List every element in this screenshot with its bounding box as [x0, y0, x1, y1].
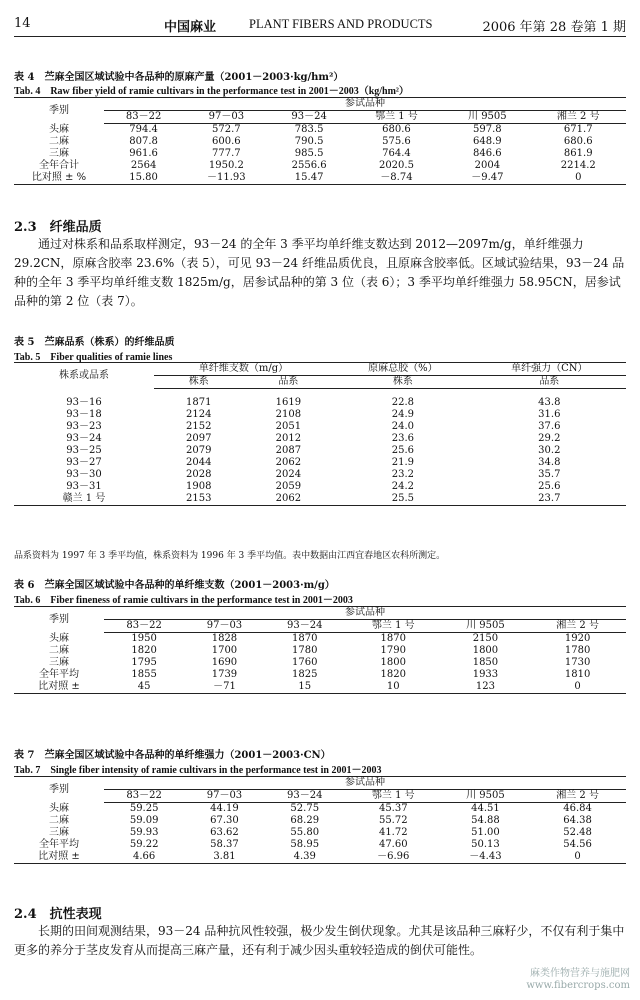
- table-row: [14, 815, 626, 827]
- row-label: 三麻: [49, 148, 69, 159]
- cell: 1950.2: [208, 160, 244, 171]
- table5-group-gum: 原麻总胶（%）: [333, 363, 473, 376]
- table4: [14, 97, 626, 185]
- cell: 1795: [131, 657, 157, 668]
- cell: －9.47: [444, 172, 530, 185]
- row-label: 头麻: [49, 632, 69, 644]
- table5-group-count: 单纤维支数（m/g）: [154, 363, 333, 376]
- cell: 2062: [244, 493, 334, 506]
- cell: 2059: [275, 481, 302, 492]
- cell: 22.8: [391, 397, 414, 408]
- watermark: [526, 968, 630, 992]
- row-label: 二麻: [49, 645, 69, 656]
- cell: 54.56: [563, 839, 592, 850]
- cell: 985.5: [294, 148, 324, 159]
- cell: 15.47: [270, 172, 349, 185]
- table-row: [14, 160, 626, 172]
- cell: 671.7: [563, 124, 593, 135]
- table-row: [14, 657, 626, 669]
- table7-col-header: 湘兰 2 号: [529, 790, 626, 803]
- table4-row-header: 季别: [14, 98, 104, 124]
- table6-caption-en: Tab. 6 Fiber fineness of ramie cultivars in the performance test in 2001－2003: [14, 595, 353, 606]
- table7-caption-zh: 表 7 苎麻全国区域试验中各品种的单纤维强力（2001－2003·CN）: [14, 750, 331, 761]
- table7-col-header: 鄂兰 1 号: [345, 790, 442, 803]
- cell: 2012: [275, 433, 302, 444]
- table-row: [14, 469, 626, 481]
- cell: 47.60: [378, 839, 408, 850]
- cell: 25.6: [391, 445, 414, 456]
- table4-caption-en: Tab. 4 Raw fiber yield of ramie cultivars in the performance test in 2001－2003（kg/hm²）: [14, 86, 409, 97]
- table7-col-header: 97－03: [184, 790, 264, 803]
- cell: 45: [104, 681, 184, 694]
- watermark-en: www.fibercrops.com: [526, 980, 630, 991]
- table5: [14, 362, 626, 506]
- cell: 1700: [211, 645, 238, 656]
- row-label: 赣兰 1 号: [14, 493, 154, 506]
- cell: 1920: [564, 633, 591, 644]
- cell: －8.74: [349, 172, 444, 185]
- cell: 600.6: [212, 136, 241, 147]
- row-label: 93－30: [66, 469, 102, 480]
- table4-caption-zh: 表 4 苎麻全国区域试验中各品种的原麻产量（2001－2003·kg/hm²）: [14, 72, 344, 83]
- cell: 31.6: [538, 409, 561, 420]
- table4-col-header: 93－24: [270, 111, 349, 124]
- cell: 783.5: [294, 124, 324, 135]
- table6-col-header: 97－03: [184, 620, 264, 633]
- row-label: 全年合计: [39, 160, 79, 171]
- cell: 1780: [292, 645, 318, 656]
- cell: －71: [184, 681, 264, 694]
- row-label: 93－24: [66, 433, 102, 444]
- cell: 2024: [275, 469, 302, 480]
- cell: 25.6: [538, 481, 561, 492]
- table-row: [14, 851, 626, 864]
- table5-sub-header: 品系: [473, 376, 626, 389]
- table5-caption-zh: 表 5 苎麻品系（株系）的纤维品质: [14, 337, 175, 348]
- cell: 1790: [380, 645, 406, 656]
- cell: 59.93: [129, 827, 159, 838]
- table6-col-header: 湘兰 2 号: [529, 620, 626, 633]
- cell: 24.9: [391, 409, 414, 420]
- table5-sub-header: 株系: [154, 376, 244, 389]
- section-heading-2-3: 2.3 纤维品质: [14, 220, 102, 235]
- cell: 961.6: [129, 148, 158, 159]
- row-label: 93－18: [66, 409, 102, 420]
- row-label: 比对照 ± %: [14, 172, 104, 185]
- row-label: 93－31: [66, 481, 102, 492]
- cell: 572.7: [212, 124, 241, 135]
- cell: 1850: [472, 657, 499, 668]
- row-label: 93－27: [66, 457, 102, 468]
- table6-row-header: 季别: [14, 607, 104, 633]
- table-row: [14, 172, 626, 185]
- cell: 1820: [380, 669, 406, 680]
- cell: 30.2: [538, 445, 561, 456]
- cell: 123: [442, 681, 530, 694]
- cell: 790.5: [294, 136, 324, 147]
- table6: [14, 606, 626, 694]
- cell: －11.93: [183, 172, 269, 185]
- cell: 15: [265, 681, 345, 694]
- table-row: [14, 645, 626, 657]
- table7: [14, 776, 626, 864]
- cell: 63.62: [210, 827, 239, 838]
- cell: 64.38: [563, 815, 592, 826]
- table5-row-header: 株系或品系: [14, 363, 154, 389]
- cell: 2153: [154, 493, 244, 506]
- cell: 4.39: [265, 851, 345, 864]
- cell: 58.95: [290, 839, 320, 850]
- cell: 2004: [474, 160, 501, 171]
- cell: 1828: [211, 633, 238, 644]
- cell: 1800: [472, 645, 499, 656]
- table7-col-header: 川 9505: [442, 790, 530, 803]
- section-heading-2-4: 2.4 抗性表现: [14, 907, 102, 922]
- cell: 1730: [564, 657, 591, 668]
- table-row: [14, 124, 626, 137]
- cell: 55.80: [290, 827, 320, 838]
- section-2-4-paragraph: 长期的田间观测结果，93－24 品种抗风性较强，极少发生倒伏现象。尤其是该品种三麻籽少，不仅有利于集中更多的养分于茎皮发育从而提高三麻产量，还有利于减少因头重较轻造成的倒伏可能性。: [14, 924, 625, 957]
- page-header: [14, 14, 626, 37]
- cell: 764.4: [382, 148, 411, 159]
- table6-col-header: 93－24: [265, 620, 345, 633]
- cell: －4.43: [442, 851, 530, 864]
- cell: 46.84: [563, 803, 592, 814]
- table-row: [14, 481, 626, 493]
- cell: 45.37: [378, 803, 408, 814]
- cell: 52.75: [290, 803, 320, 814]
- cell: 1820: [131, 645, 157, 656]
- cell: －6.96: [345, 851, 442, 864]
- cell: 2087: [275, 445, 302, 456]
- cell: 44.19: [210, 803, 239, 814]
- table-row: [14, 409, 626, 421]
- table-row: [14, 445, 626, 457]
- table-row: [14, 433, 626, 445]
- cell: 1908: [186, 481, 212, 492]
- table-row: [14, 136, 626, 148]
- cell: 1619: [275, 397, 302, 408]
- row-label: 头麻: [49, 123, 69, 135]
- cell: 2152: [186, 421, 212, 432]
- cell: 59.25: [129, 803, 159, 814]
- cell: 23.6: [391, 433, 414, 444]
- cell: 597.8: [473, 124, 502, 135]
- cell: 2020.5: [378, 160, 414, 171]
- table4-col-header: 83－22: [104, 111, 183, 124]
- table4-col-header: 湘兰 2 号: [531, 111, 627, 124]
- cell: 2079: [186, 445, 212, 456]
- row-label: 头麻: [49, 802, 69, 814]
- row-label: 比对照 ±: [14, 681, 104, 694]
- cell: 2214.2: [560, 160, 596, 171]
- cell: 2062: [275, 457, 302, 468]
- table-row: [14, 669, 626, 681]
- cell: 2044: [186, 457, 212, 468]
- table-row: [14, 397, 626, 409]
- cell: 575.6: [382, 136, 411, 147]
- cell: 1855: [131, 669, 157, 680]
- table7-caption-en: Tab. 7 Single fiber intensity of ramie cultivars in the performance test in 2001－2003: [14, 765, 382, 776]
- cell: 15.80: [104, 172, 183, 185]
- page-number: 14: [14, 16, 31, 31]
- cell: 1780: [564, 645, 591, 656]
- table-row: [14, 839, 626, 851]
- watermark-zh: 麻类作物营养与施肥网: [530, 968, 630, 979]
- cell: 58.37: [210, 839, 239, 850]
- cell: 52.48: [563, 827, 592, 838]
- cell: 2028: [186, 469, 212, 480]
- cell: 1870: [292, 633, 318, 644]
- cell: 1933: [472, 669, 499, 680]
- cell: 861.9: [563, 148, 593, 159]
- table7-col-header: 83－22: [104, 790, 184, 803]
- cell: 1871: [186, 397, 212, 408]
- cell: 680.6: [382, 124, 411, 135]
- cell: 2051: [275, 421, 302, 432]
- row-label: 93－16: [66, 397, 102, 408]
- table6-col-header: 83－22: [104, 620, 184, 633]
- cell: 2556.6: [291, 160, 327, 171]
- volume-issue: 2006 年第 28 卷第 1 期: [482, 20, 626, 35]
- cell: 794.4: [129, 124, 158, 135]
- table4-col-header: 97－03: [183, 111, 269, 124]
- cell: 1950: [131, 633, 157, 644]
- cell: 777.7: [212, 148, 241, 159]
- cell: 2124: [186, 409, 212, 420]
- cell: 1760: [292, 657, 318, 668]
- cell: 23.7: [473, 493, 626, 506]
- table6-col-header: 鄂兰 1 号: [345, 620, 442, 633]
- table-row: [14, 681, 626, 694]
- row-label: 二麻: [49, 815, 69, 826]
- cell: 21.9: [391, 457, 414, 468]
- cell: 43.8: [538, 397, 561, 408]
- cell: 34.8: [538, 457, 561, 468]
- row-label: 93－23: [66, 421, 102, 432]
- cell: 29.2: [538, 433, 561, 444]
- table4-col-header: 川 9505: [444, 111, 530, 124]
- table-row: [14, 421, 626, 433]
- cell: 41.72: [378, 827, 408, 838]
- cell: 59.09: [129, 815, 159, 826]
- cell: 1825: [292, 669, 318, 680]
- cell: 0: [529, 851, 626, 864]
- cell: 2108: [275, 409, 302, 420]
- cell: 67.30: [210, 815, 239, 826]
- cell: 2097: [186, 433, 212, 444]
- section-2-3-paragraph: 通过对株系和品系取样测定，93－24 的全年 3 季平均单纤维支数达到 2012—2097m/g，单纤维强力 29.2CN，原麻含胶率 23.6%（表 5），可见 93－24 纤维品质优良，且原麻含胶率低。区域试验结果，93－24 品种的全年 3 季平均单纤维支数 1825m/g，居参试品种的第 3 位（表 6）；3 季平均单纤维强力 58.95CN，居参试品种的第 2 位（表 7）。: [14, 237, 625, 308]
- cell: 648.9: [473, 136, 502, 147]
- table7-col-header: 93－24: [265, 790, 345, 803]
- table-row: [14, 493, 626, 506]
- journal-name-en: PLANT FIBERS AND PRODUCTS: [249, 17, 433, 31]
- journal-name-zh: 中国麻业: [164, 20, 217, 35]
- cell: 1739: [211, 669, 238, 680]
- cell: 680.6: [563, 136, 593, 147]
- table5-sub-header: 株系: [333, 376, 473, 389]
- cell: 50.13: [471, 839, 500, 850]
- table4-col-header: 鄂兰 1 号: [349, 111, 444, 124]
- row-label: 二麻: [49, 136, 69, 147]
- cell: 24.0: [391, 421, 414, 432]
- cell: 44.51: [471, 803, 500, 814]
- table5-group-strength: 单纤强力（CN）: [473, 363, 626, 376]
- cell: 0: [531, 172, 627, 185]
- cell: 55.72: [378, 815, 408, 826]
- cell: 23.2: [391, 469, 414, 480]
- table6-group-header: 参试品种: [104, 607, 626, 620]
- table4-group-header: 参试品种: [104, 98, 626, 111]
- cell: 807.8: [129, 136, 158, 147]
- table5-note: 品系资料为 1997 年 3 季平均值，株系资料为 1996 年 3 季平均值。表中数据由江西宜春地区农科所测定。: [14, 551, 446, 561]
- cell: 10: [345, 681, 442, 694]
- table6-caption-zh: 表 6 苎麻全国区域试验中各品种的单纤维支数（2001－2003·m/g）: [14, 580, 335, 591]
- cell: 2564: [130, 160, 157, 171]
- row-label: 全年平均: [39, 669, 79, 680]
- cell: 3.81: [184, 851, 264, 864]
- cell: 54.88: [471, 815, 500, 826]
- row-label: 93－25: [66, 445, 102, 456]
- cell: 1690: [211, 657, 238, 668]
- cell: 68.29: [290, 815, 320, 826]
- cell: 846.6: [473, 148, 502, 159]
- table7-group-header: 参试品种: [104, 777, 626, 790]
- cell: 2150: [472, 633, 499, 644]
- cell: 37.6: [538, 421, 561, 432]
- row-label: 三麻: [49, 827, 69, 838]
- cell: 51.00: [471, 827, 500, 838]
- table6-col-header: 川 9505: [442, 620, 530, 633]
- cell: 1810: [564, 669, 591, 680]
- cell: 0: [529, 681, 626, 694]
- cell: 4.66: [104, 851, 184, 864]
- cell: 1870: [380, 633, 406, 644]
- table5-caption-en: Tab. 5 Fiber qualities of ramie lines: [14, 352, 173, 363]
- table-row: [14, 633, 626, 646]
- table-row: [14, 827, 626, 839]
- row-label: 全年平均: [39, 839, 79, 850]
- cell: 25.5: [333, 493, 473, 506]
- table5-sub-header: 品系: [244, 376, 334, 389]
- cell: 1800: [380, 657, 406, 668]
- cell: 59.22: [129, 839, 159, 850]
- row-label: 比对照 ±: [14, 851, 104, 864]
- table-row: [14, 148, 626, 160]
- cell: 24.2: [391, 481, 414, 492]
- row-label: 三麻: [49, 657, 69, 668]
- cell: 35.7: [538, 469, 561, 480]
- table-row: [14, 457, 626, 469]
- table7-row-header: 季别: [14, 777, 104, 803]
- table-row: [14, 803, 626, 816]
